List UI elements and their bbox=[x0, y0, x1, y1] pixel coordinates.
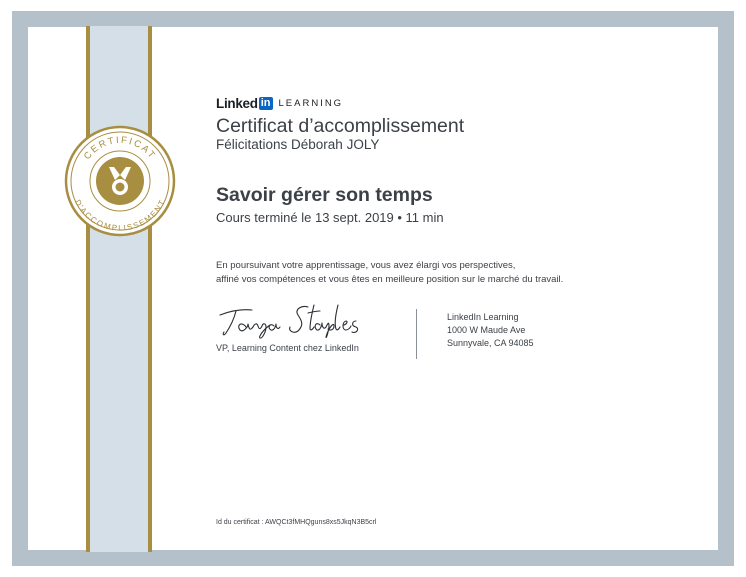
ribbon-right-stripe bbox=[148, 26, 152, 552]
signature-divider bbox=[416, 309, 417, 359]
linkedin-learning-logo bbox=[216, 96, 343, 110]
certificate-frame bbox=[12, 11, 734, 566]
seal-bottom-text: D'ACCOMPLISSEMENT bbox=[72, 198, 168, 233]
handwritten-signature bbox=[216, 299, 376, 339]
address-line-3: Sunnyvale, CA 94085 bbox=[447, 338, 534, 348]
recipient-congrats: Félicitations Déborah JOLY bbox=[216, 137, 380, 152]
description-line-1: En poursuivant votre apprentissage, vous avez élargi vos perspectives, bbox=[216, 260, 516, 271]
ribbon-left-stripe bbox=[86, 26, 90, 552]
certificate-description bbox=[216, 259, 563, 287]
signature-block bbox=[216, 299, 396, 359]
address-line-2: 1000 W Maude Ave bbox=[447, 325, 526, 335]
medal-icon bbox=[96, 157, 144, 205]
logo-in-badge: in bbox=[260, 96, 271, 109]
logo-linked-text: Linked bbox=[216, 95, 258, 111]
certificate-id: Id du certificat : AWQCt3fMHQguns8xs5JkqN3B5crl bbox=[216, 519, 377, 526]
course-title: Savoir gérer son temps bbox=[216, 184, 433, 206]
logo-learning-text: LEARNING bbox=[278, 97, 344, 109]
certificate-seal bbox=[64, 125, 176, 237]
certificate-content bbox=[216, 27, 698, 550]
issuer-address bbox=[447, 311, 534, 350]
address-line-1: LinkedIn Learning bbox=[447, 312, 519, 322]
description-line-2: affiné vos compétences et vous êtes en meilleure position sur le marché du travail. bbox=[216, 274, 564, 285]
certificate-title: Certificat d’accomplissement bbox=[216, 115, 465, 137]
signer-role: VP, Learning Content chez LinkedIn bbox=[216, 343, 359, 353]
certificate-body bbox=[28, 27, 718, 550]
side-ribbon bbox=[86, 26, 152, 552]
seal-top-text: CERTIFICAT bbox=[81, 134, 159, 162]
course-completion-info: Cours terminé le 13 sept. 2019 • 11 min bbox=[216, 210, 444, 225]
